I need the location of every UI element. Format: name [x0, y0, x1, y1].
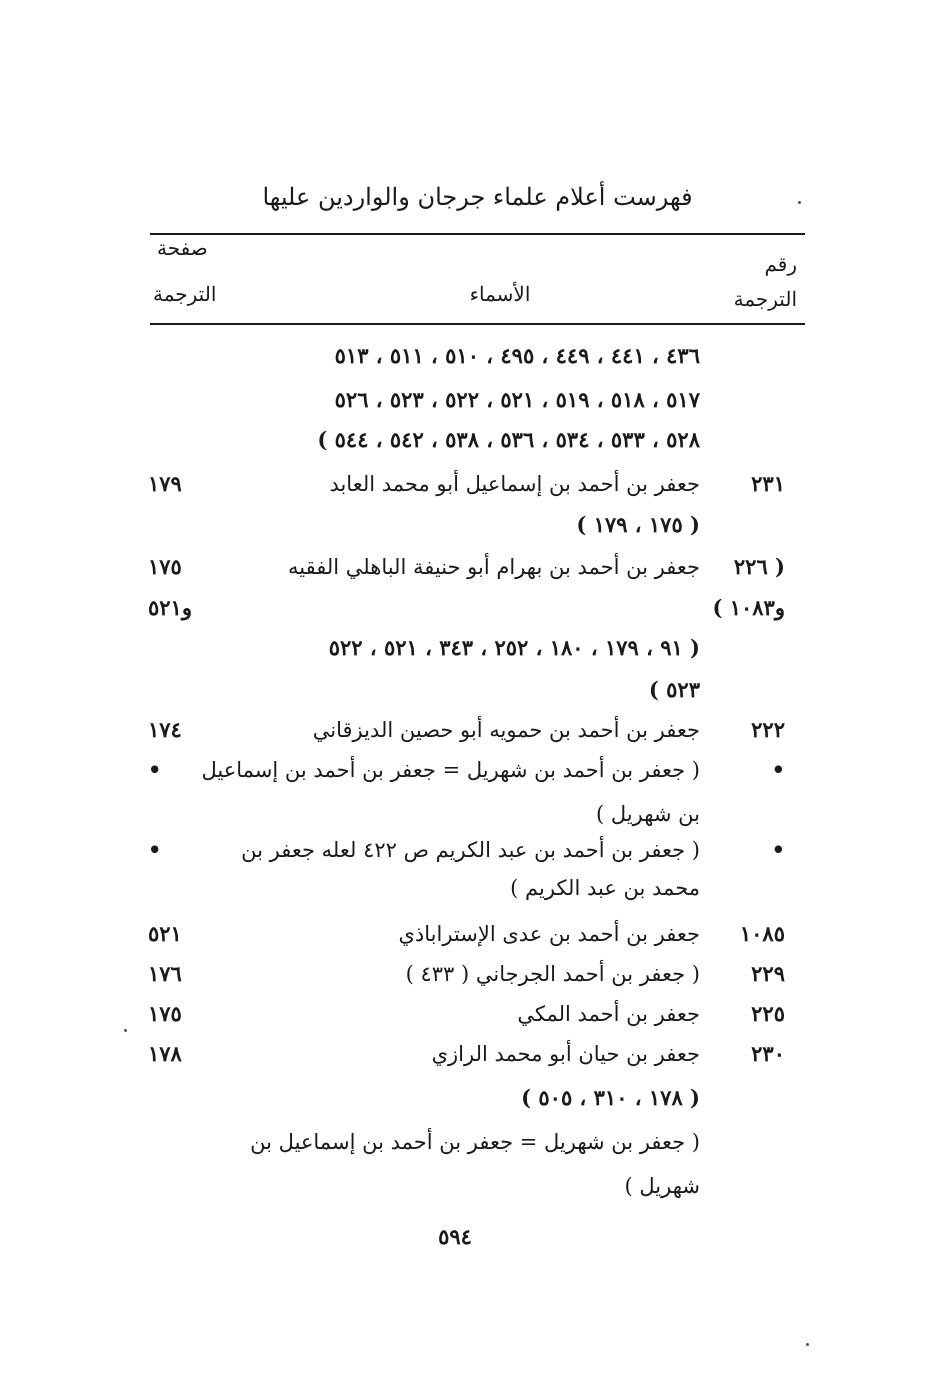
entry-number: • [771, 837, 785, 862]
entry-number: ٢٣١ [751, 471, 785, 496]
index-row [0, 1034, 945, 1074]
paper-speck [798, 201, 801, 204]
entry-text: ( ١٧٥ ، ١٧٩ ) [576, 512, 700, 537]
index-row [0, 336, 945, 376]
index-row [0, 750, 945, 790]
entry-page: ١٧٦ [148, 961, 182, 986]
index-row [0, 420, 945, 460]
entry-page: • [148, 757, 162, 782]
paper-speck [124, 1029, 127, 1032]
entry-number: ٢٢٥ [751, 1001, 785, 1026]
entry-text: ٤٣٦ ، ٤٤١ ، ٤٤٩ ، ٤٩٥ ، ٥١٠ ، ٥١١ ، ٥١٣ [334, 343, 700, 368]
entry-page: ١٧٤ [148, 717, 182, 742]
entry-number: و١٠٨٣ ) [712, 595, 785, 620]
index-row [0, 1166, 945, 1206]
index-row [0, 505, 945, 545]
entry-page: ١٧٩ [148, 471, 182, 496]
entry-text: شهريل ) [624, 1174, 700, 1198]
entry-text: ( جعفر بن شهريل = جعفر بن أحمد بن إسماعيل بن [250, 1130, 700, 1154]
entry-text: ( جعفر بن أحمد بن عبد الكريم ص ٤٢٢ لعله جعفر بن [241, 838, 700, 862]
entry-text: بن شهريل ) [596, 802, 700, 826]
entry-text: ٥٢٣ ) [648, 677, 700, 702]
index-row [0, 794, 945, 834]
entry-text: ( ٩١ ، ١٧٩ ، ١٨٠ ، ٢٥٢ ، ٣٤٣ ، ٥٢١ ، ٥٢٢ [328, 635, 700, 660]
entry-number: ( ٢٢٦ [733, 554, 785, 579]
index-row [0, 914, 945, 954]
header-names-label: الأسماء [469, 282, 531, 306]
entry-page: ١٧٥ [148, 1001, 182, 1026]
running-title: فهرست أعلام علماء جرجان والواردين عليها [262, 183, 693, 211]
entry-text: جعفر بن أحمد المكي [517, 1002, 700, 1026]
entry-number: ١٠٨٥ [739, 921, 785, 946]
index-row [0, 380, 945, 420]
entry-page: • [148, 837, 162, 862]
header-bottom-rule [150, 323, 805, 325]
entry-page: ١٧٨ [148, 1041, 182, 1066]
header-number-label-2: الترجمة [733, 287, 797, 311]
entry-text: ( ١٧٨ ، ٣١٠ ، ٥٠٥ ) [521, 1085, 700, 1110]
entry-text: جعفر بن حيان أبو محمد الرازي [431, 1042, 700, 1066]
index-row [0, 464, 945, 504]
index-row [0, 868, 945, 908]
entry-page: و٥٢١ [148, 595, 192, 620]
entry-text: جعفر بن أحمد بن عدى الإستراباذي [398, 922, 700, 946]
index-row [0, 628, 945, 668]
entry-text: جعفر بن أحمد بن حمويه أبو حصين الديزقاني [312, 718, 700, 742]
entry-text: ( جعفر بن أحمد بن شهريل = جعفر بن أحمد بن إسماعيل [201, 758, 700, 782]
index-row [0, 547, 945, 587]
entry-number: ٢٣٠ [751, 1041, 785, 1066]
entry-text: جعفر بن أحمد بن إسماعيل أبو محمد العابد [329, 472, 700, 496]
entry-text: ٥٢٨ ، ٥٣٣ ، ٥٣٤ ، ٥٣٦ ، ٥٣٨ ، ٥٤٢ ، ٥٤٤ ) [317, 427, 700, 452]
header-top-rule [150, 233, 805, 235]
index-row [0, 710, 945, 750]
entry-text: ( جعفر بن أحمد الجرجاني ( ٤٣٣ ) [405, 962, 700, 986]
index-row [0, 1122, 945, 1162]
entry-number: ٢٢٢ [751, 717, 785, 742]
index-row [0, 994, 945, 1034]
index-row [0, 1078, 945, 1118]
header-page-label: صفحة [157, 236, 208, 260]
entry-page: ٥٢١ [148, 921, 182, 946]
entry-text: محمد بن عبد الكريم ) [510, 876, 700, 900]
page-number: ٥٩٤ [438, 1224, 472, 1249]
entry-text: ٥١٧ ، ٥١٨ ، ٥١٩ ، ٥٢١ ، ٥٢٢ ، ٥٢٣ ، ٥٢٦ [334, 387, 700, 412]
entry-number: • [771, 757, 785, 782]
header-number-label: رقم [764, 252, 797, 276]
index-row [0, 670, 945, 710]
entry-page: ١٧٥ [148, 554, 182, 579]
paper-speck [806, 1343, 809, 1346]
entry-number: ٢٢٩ [751, 961, 785, 986]
header-page-label-2: الترجمة [153, 282, 217, 306]
entry-text: جعفر بن أحمد بن بهرام أبو حنيفة الباهلي الفقيه [288, 555, 700, 579]
index-row [0, 830, 945, 870]
index-row [0, 954, 945, 994]
index-row [0, 588, 945, 628]
